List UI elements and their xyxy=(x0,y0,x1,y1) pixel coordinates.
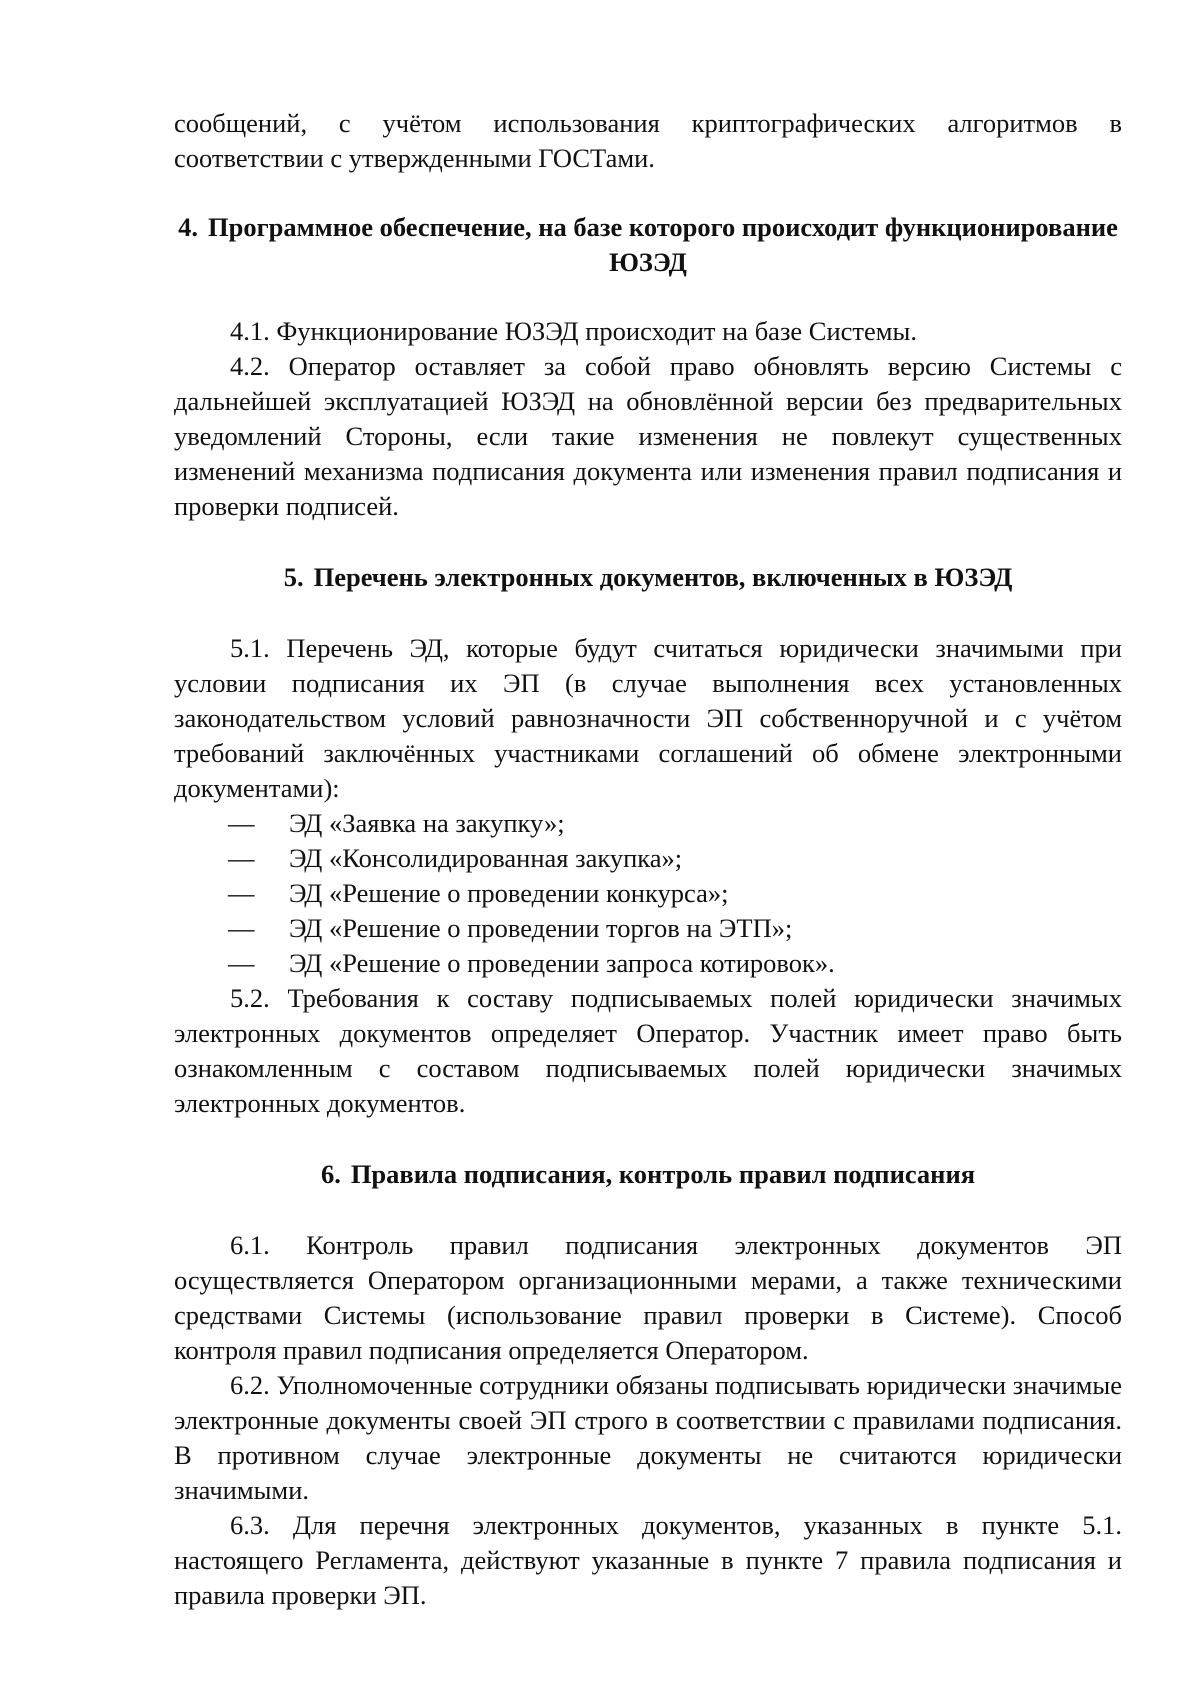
dash-bullet: — xyxy=(228,808,255,838)
section-5-heading xyxy=(174,560,1122,595)
section-4-title: Программное обеспечение, на базе которого происходит функционирование ЮЗЭД xyxy=(208,212,1118,277)
paragraph-4-2: 4.2. Оператор оставляет за собой право обновлять версию Системы с дальнейшей эксплуатацией ЮЗЭД на обновлённой версии без предварительных уведомлений Стороны, если такие изменения не повлекут существенных изменений механизма подписания документа или изменения правил подписания и проверки подписей. xyxy=(174,351,1122,521)
spacer xyxy=(174,1192,1122,1228)
list-item-text: ЭД «Заявка на закупку»; xyxy=(289,808,565,838)
section-6-title: Правила подписания, контроль правил подписания xyxy=(350,1159,976,1189)
list-item xyxy=(174,876,1122,911)
spacer xyxy=(174,176,1122,210)
intro-paragraph: сообщений, с учётом использования криптографических алгоритмов в соответствии с утвержденными ГОСТами. xyxy=(174,108,1122,173)
list-item xyxy=(174,911,1122,946)
list-item-text: ЭД «Консолидированная закупка»; xyxy=(289,843,683,873)
section-5-number: 5. xyxy=(283,562,304,592)
dash-bullet: — xyxy=(228,948,255,978)
list-item-text: ЭД «Решение о проведении торгов на ЭТП»; xyxy=(289,913,793,943)
section-5-title: Перечень электронных документов, включенных в ЮЗЭД xyxy=(313,562,1013,592)
list-item xyxy=(174,946,1122,981)
spacer xyxy=(174,280,1122,314)
spacer xyxy=(174,595,1122,631)
section-6-number: 6. xyxy=(320,1159,341,1189)
dash-bullet: — xyxy=(228,878,255,908)
paragraph-6-2: 6.2. Уполномоченные сотрудники обязаны подписывать юридически значимые электронные документы своей ЭП строго в соответствии с правилами подписания. В противном случае электронные документы не считаются юридически значимыми. xyxy=(174,1370,1122,1505)
paragraph-4-1: 4.1. Функционирование ЮЗЭД происходит на базе Системы. xyxy=(230,316,917,346)
spacer xyxy=(174,524,1122,560)
paragraph-5-1: 5.1. Перечень ЭД, которые будут считаться юридически значимыми при условии подписания их ЭП (в случае выполнения всех установленных законодательством условий равнозначности ЭП собственноручной и с учётом требований заключённых участниками соглашений об обмене электронными документами): xyxy=(174,633,1122,803)
list-item-text: ЭД «Решение о проведении конкурса»; xyxy=(289,878,729,908)
spacer xyxy=(174,1121,1122,1157)
document-list xyxy=(174,806,1122,981)
dash-bullet: — xyxy=(228,843,255,873)
document-page xyxy=(174,106,1122,1613)
section-4-heading xyxy=(174,210,1122,280)
list-item xyxy=(174,841,1122,876)
paragraph-6-3: 6.3. Для перечня электронных документов, указанных в пункте 5.1. настоящего Регламента, действуют указанные в пункте 7 правила подписания и правила проверки ЭП. xyxy=(174,1510,1122,1610)
list-item xyxy=(174,806,1122,841)
list-item-text: ЭД «Решение о проведении запроса котировок». xyxy=(289,948,835,978)
paragraph-5-2: 5.2. Требования к составу подписываемых полей юридически значимых электронных документов определяет Оператор. Участник имеет право быть ознакомленным с составом подписываемых полей юридически значимых электронных документов. xyxy=(174,983,1122,1118)
dash-bullet: — xyxy=(228,913,255,943)
section-6-heading xyxy=(174,1157,1122,1192)
section-4-number: 4. xyxy=(178,212,198,242)
paragraph-6-1: 6.1. Контроль правил подписания электронных документов ЭП осуществляется Оператором организационными мерами, а также техническими средствами Системы (использование правил проверки в Системе). Способ контроля правил подписания определяется Оператором. xyxy=(174,1230,1122,1365)
